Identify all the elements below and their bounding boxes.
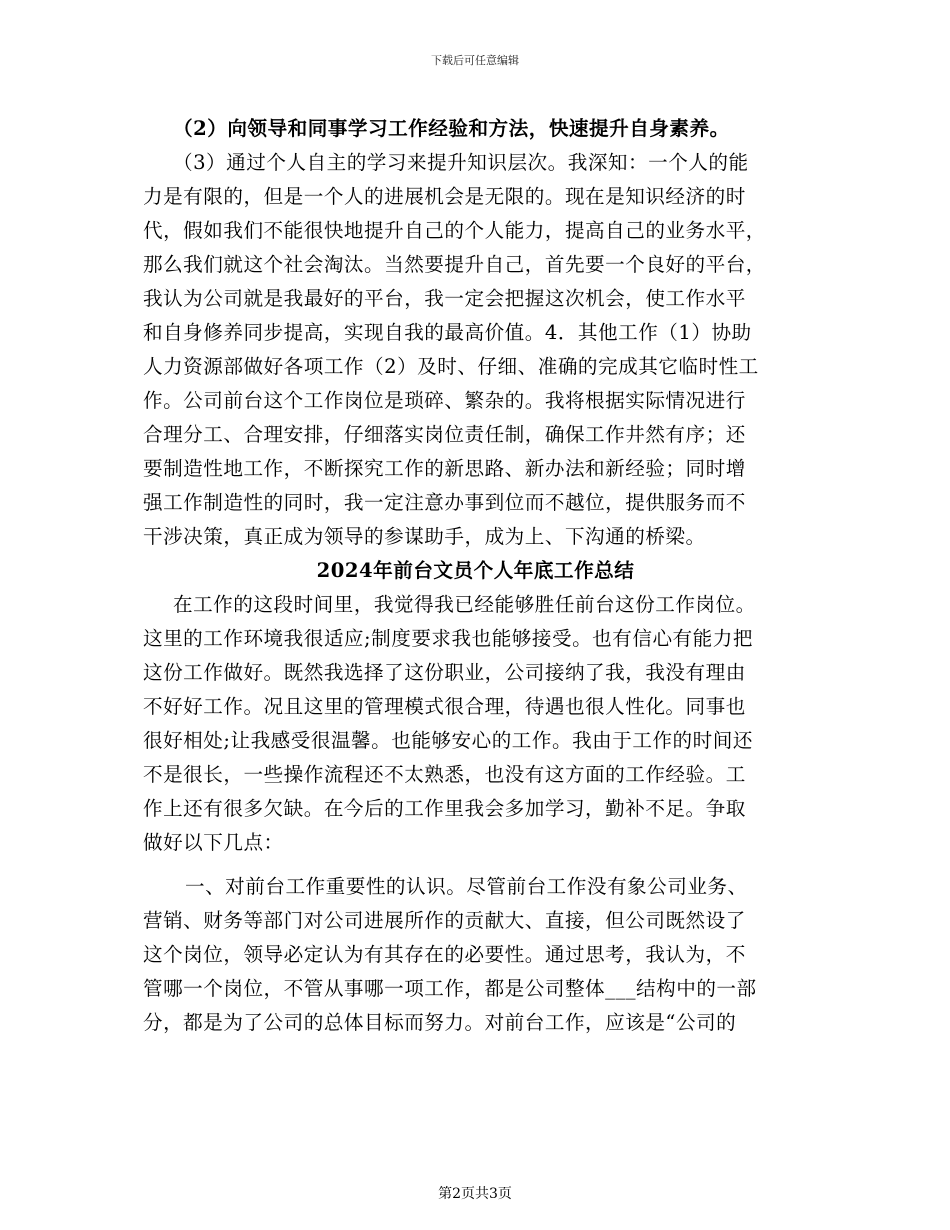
- paragraph-line: 和自身修养同步提高，实现自我的最高价值。4．其他工作（1）协助: [143, 321, 752, 344]
- paragraph-line: 这份工作做好。既然我选择了这份职业，公司接纳了我，我没有理由: [143, 661, 746, 684]
- paragraph-line: 一、对前台工作重要性的认识。尽管前台工作没有象公司业务、: [185, 875, 748, 898]
- paragraph-line: 要制造性地工作，不断探究工作的新思路、新办法和新经验；同时增: [143, 457, 746, 480]
- paragraph-line: （3）通过个人自主的学习来提升知识层次。我深知：一个人的能: [173, 151, 749, 174]
- paragraph-line: 营销、财务等部门对公司进展所作的贡献大、直接，但公司既然设了: [143, 909, 746, 932]
- paragraph-line: 作。公司前台这个工作岗位是琐碎、繁杂的。我将根据实际情况进行: [143, 389, 746, 412]
- paragraph-line: 很好相处;让我感受很温馨。也能够安心的工作。我由于工作的时间还: [143, 729, 753, 752]
- paragraph-line: 不好好工作。况且这里的管理模式很合理，待遇也很人性化。同事也: [143, 695, 746, 718]
- paragraph-line: 做好以下几点：: [143, 831, 284, 854]
- paragraph-line: 人力资源部做好各项工作（2）及时、仔细、准确的完成其它临时性工: [143, 355, 759, 378]
- paragraph-line: 在工作的这段时间里，我觉得我已经能够胜任前台这份工作岗位。: [173, 593, 756, 616]
- paragraph-line: 代，假如我们不能很快地提升自己的个人能力，提高自己的业务水平，: [143, 219, 766, 242]
- paragraph-line: 作上还有很多欠缺。在今后的工作里我会多加学习，勤补不足。争取: [143, 797, 746, 820]
- paragraph-line: 力是有限的，但是一个人的进展机会是无限的。现在是知识经济的时: [143, 185, 746, 208]
- page-footer: 第2页共3页: [438, 1186, 512, 1202]
- page-header: 下载后可任意编辑: [431, 54, 519, 67]
- section-title: 2024年前台文员个人年底工作总结: [316, 559, 635, 582]
- paragraph-line: 强工作制造性的同时，我一定注意办事到位而不越位，提供服务而不: [143, 491, 746, 514]
- document-body: [143, 112, 808, 1040]
- paragraph-line: 干涉决策，真正成为领导的参谋助手，成为上、下沟通的桥梁。: [143, 525, 706, 548]
- paragraph-line: 这个岗位，领导必定认为有其存在的必要性。通过思考，我认为，不: [143, 943, 746, 966]
- paragraph-line: 管哪一个岗位，不管从事哪一项工作，都是公司整体___结构中的一部: [143, 977, 757, 1000]
- paragraph-line: 那么我们就这个社会淘汰。当然要提升自己，首先要一个良好的平台，: [143, 253, 766, 276]
- paragraph-line: 分，都是为了公司的总体目标而努力。对前台工作，应该是“公司的: [143, 1011, 737, 1034]
- paragraph-line: 合理分工、合理安排，仔细落实岗位责任制，确保工作井然有序；还: [143, 423, 746, 446]
- paragraph-line: 这里的工作环境我很适应;制度要求我也能够接受。也有信心有能力把: [143, 627, 753, 650]
- paragraph-line: 我认为公司就是我最好的平台，我一定会把握这次机会，使工作水平: [143, 287, 746, 310]
- paragraph-line: 不是很长，一些操作流程还不太熟悉，也没有这方面的工作经验。工: [143, 763, 746, 786]
- paragraph-line: （2）向领导和同事学习工作经验和方法，快速提升自身素养。: [173, 117, 730, 140]
